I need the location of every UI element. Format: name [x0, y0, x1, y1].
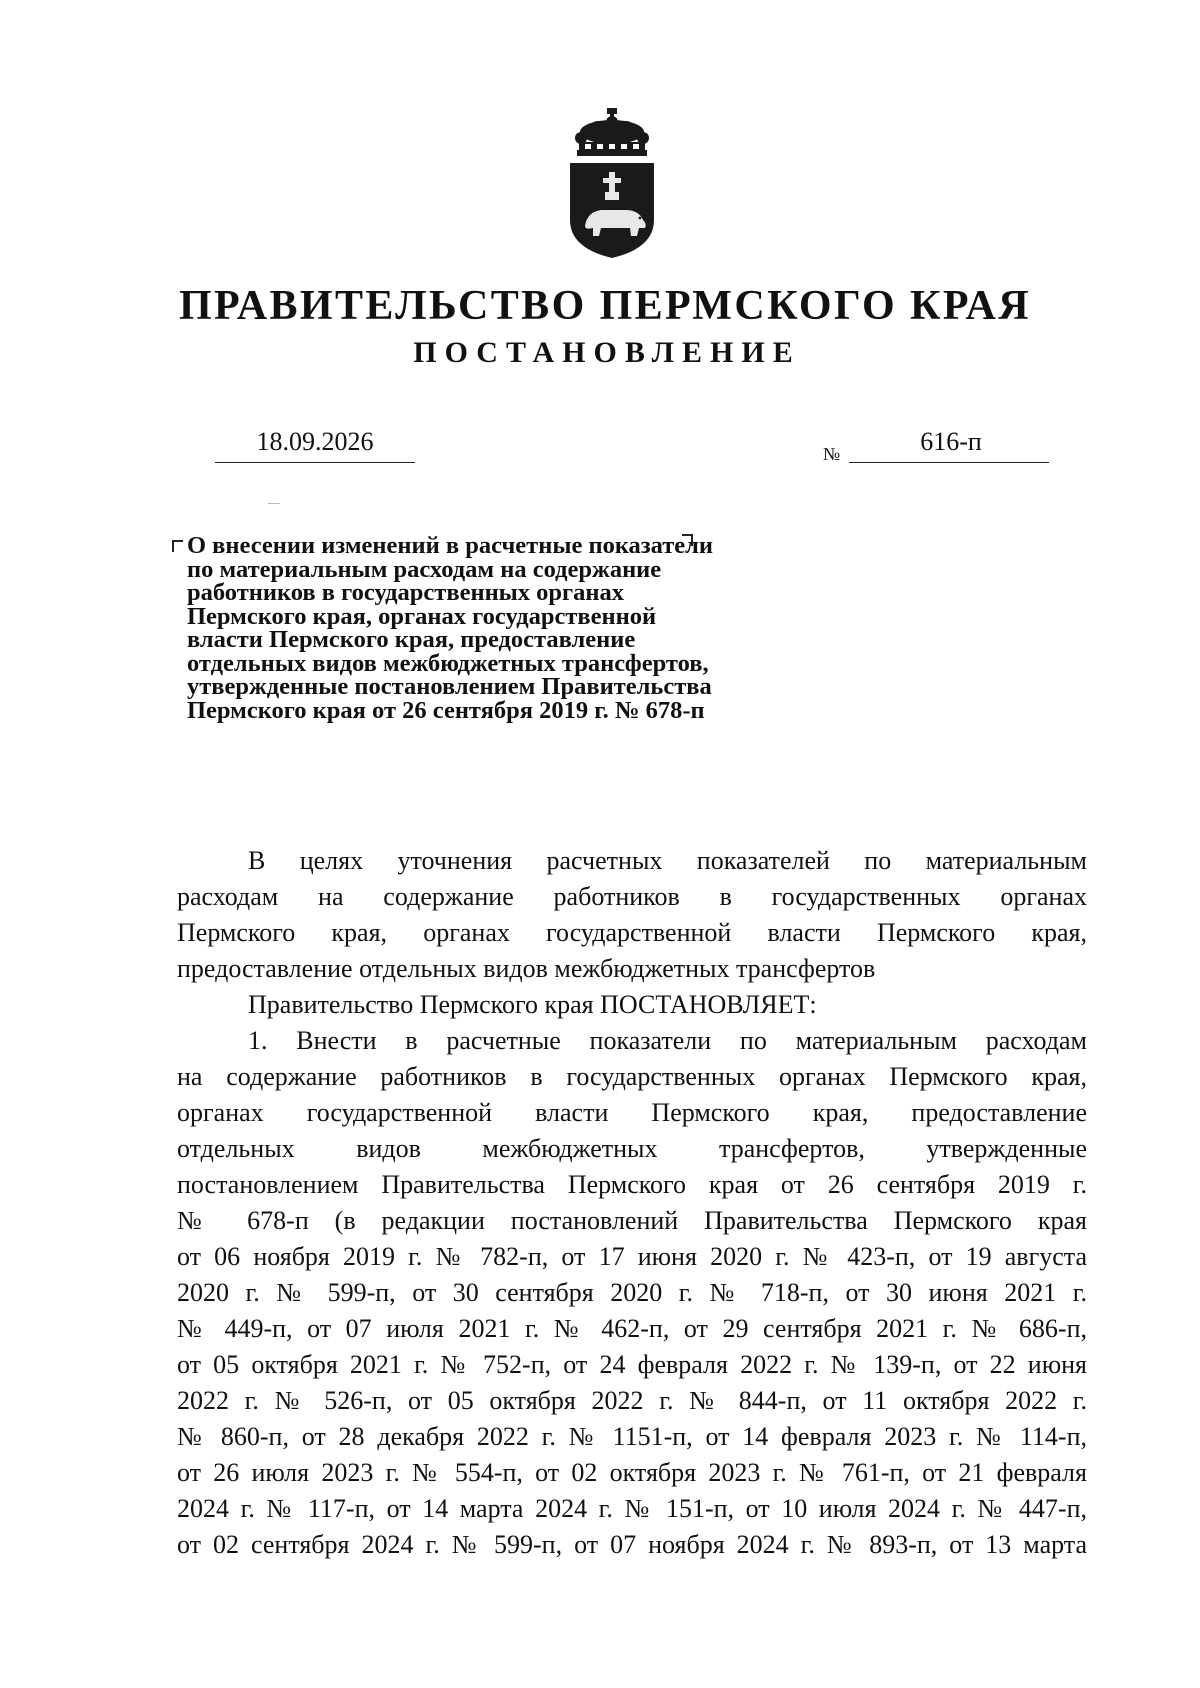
coat-of-arms-emblem: [567, 108, 657, 260]
title-line: по материальным расходам на содержание: [187, 555, 662, 583]
item-line: на содержание работников в государственных органах Пермского края,: [177, 1062, 1087, 1091]
title-line: отдельных видов межбюджетных трансфертов,: [187, 649, 709, 677]
title-line: О внесении изменений в расчетные показатели: [187, 532, 714, 559]
item-line: от 05 октября 2021 г. № 752-п, от 24 февраля 2022 г. № 139-п, от 22 июня: [177, 1350, 1087, 1379]
document-date: 18.09.2026: [256, 427, 374, 456]
title-line: Пермского края от 26 сентября 2019 г. № 678-п: [187, 696, 705, 724]
preamble-line: В целях уточнения расчетных показателей по материальным: [248, 846, 1087, 875]
item-line: органах государственной власти Пермского края, предоставление: [177, 1098, 1087, 1127]
margin-mark: [268, 503, 280, 504]
date-underline: [215, 462, 415, 463]
item-line: от 06 ноября 2019 г. № 782-п, от 17 июня 2020 г. № 423-п, от 19 августа: [177, 1242, 1087, 1271]
item-line: 1. Внести в расчетные показатели по материальным расходам: [248, 1026, 1087, 1055]
item-line: № 860-п, от 28 декабря 2022 г. № 1151-п, от 14 февраля 2023 г. № 114-п,: [177, 1422, 1087, 1451]
item-line: постановлением Правительства Пермского края от 26 сентября 2019 г.: [177, 1170, 1087, 1199]
title-line: Пермского края, органах государственной: [187, 602, 657, 630]
organization-name: ПРАВИТЕЛЬСТВО ПЕРМСКОГО КРАЯ: [178, 283, 1031, 329]
document-number: 616-п: [920, 427, 982, 456]
preamble-line: предоставление отдельных видов межбюджетных трансфертов: [177, 954, 876, 983]
item-line: от 26 июля 2023 г. № 554-п, от 02 октября 2023 г. № 761-п, от 21 февраля: [177, 1458, 1087, 1487]
preamble-line: Пермского края, органах государственной власти Пермского края,: [177, 918, 1087, 947]
document-body: [177, 843, 1087, 1563]
item-line: 2020 г. № 599-п, от 30 сентября 2020 г. № 718-п, от 30 июня 2021 г.: [177, 1278, 1087, 1307]
number-underline: [849, 462, 1049, 463]
item-line: 2024 г. № 117-п, от 14 марта 2024 г. № 151-п, от 10 июля 2024 г. № 447-п,: [177, 1494, 1087, 1523]
document-title: [187, 534, 827, 722]
number-sign: №: [823, 444, 841, 464]
item-line: № 449-п, от 07 июля 2021 г. № 462-п, от 29 сентября 2021 г. № 686-п,: [177, 1314, 1087, 1343]
title-line: работников в государственных органах: [187, 579, 625, 606]
item-line: отдельных видов межбюджетных трансфертов, утвержденные: [177, 1134, 1087, 1163]
item-line: от 02 сентября 2024 г. № 599-п, от 07 ноября 2024 г. № 893-п, от 13 марта: [177, 1530, 1087, 1559]
title-line: власти Пермского края, предоставление: [187, 626, 636, 653]
title-corner-left: [172, 540, 183, 552]
title-line: утвержденные постановлением Правительства: [187, 673, 712, 700]
item-line: 2022 г. № 526-п, от 05 октября 2022 г. № 844-п, от 11 октября 2022 г.: [177, 1386, 1087, 1415]
document-type: ПОСТАНОВЛЕНИЕ: [413, 336, 801, 369]
preamble-line: расходам на содержание работников в государственных органах: [177, 882, 1087, 911]
item-line: № 678-п (в редакции постановлений Правительства Пермского края: [177, 1206, 1087, 1235]
resolution-statement: Правительство Пермского края ПОСТАНОВЛЯЕТ:: [248, 990, 817, 1019]
